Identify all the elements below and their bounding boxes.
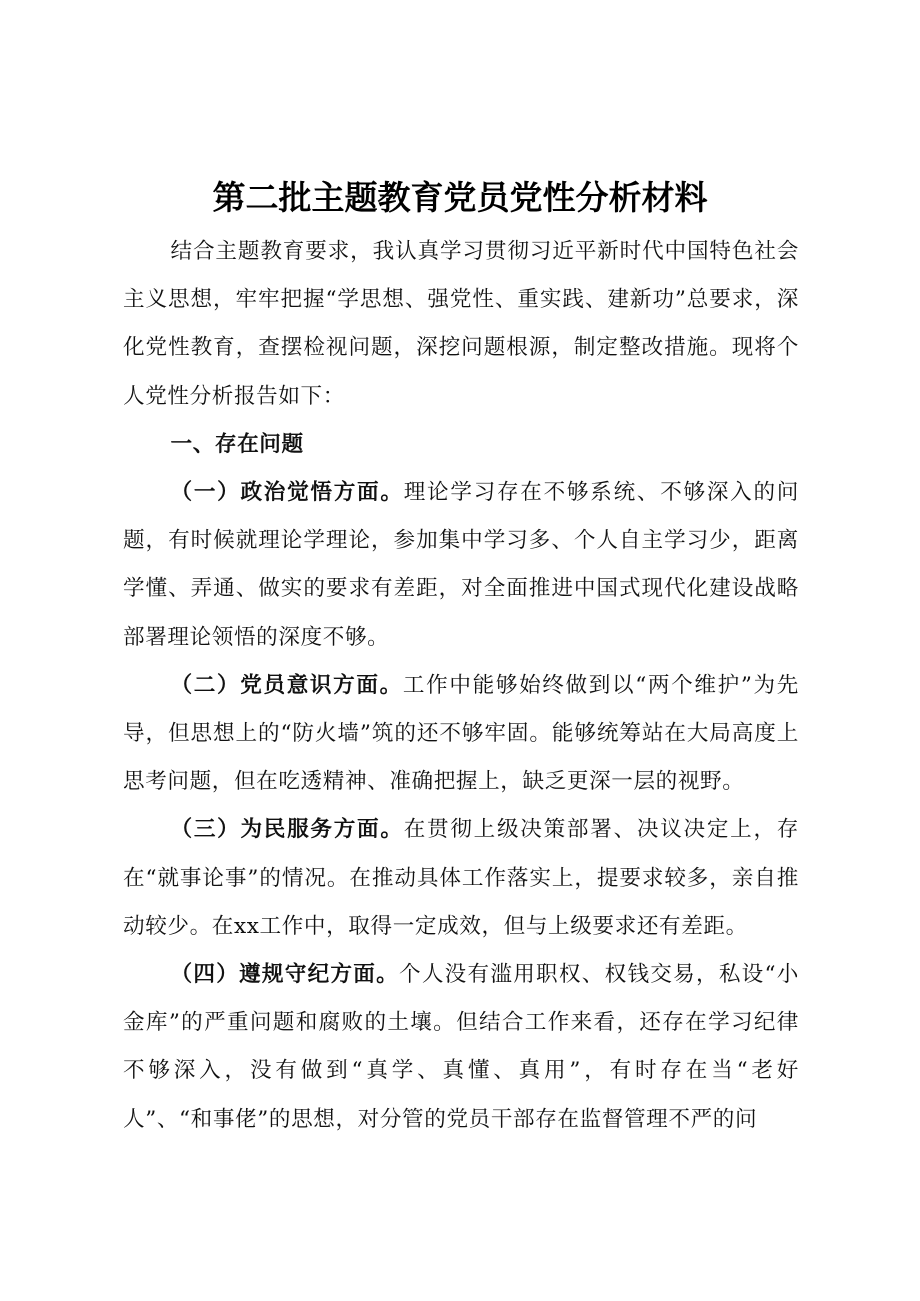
item-lead-discipline: （四）遵规守纪方面。 (170, 962, 399, 988)
document-title: 第二批主题教育党员党性分析材料 (212, 178, 708, 217)
item-lead-party-awareness: （二）党员意识方面。 (170, 672, 403, 698)
item-paragraph-public-service (123, 806, 799, 951)
item-paragraph-political (123, 469, 799, 662)
item-text-public-service: 在贯彻上级决策部署、决议决定上，存在“就事论事”的情况。在推动具体工作落实上，提要求较多，亲自推动较少。在xx工作中，取得一定成效，但与上级要求还有差距。 (123, 817, 799, 939)
item-text-party-awareness: 工作中能够始终做到以“两个维护”为先导，但思想上的“防火墙”筑的还不够牢固。能够统筹站在大局高度上思考问题，但在吃透精神、准确把握上，缺乏更深一层的视野。 (123, 672, 799, 795)
section-heading: 一、存在问题 (170, 431, 304, 457)
item-text-discipline: 个人没有滥用职权、权钱交易，私设“小金库”的严重问题和腐败的土壤。但结合工作来看，还存在学习纪律不够深入，没有做到“真学、真懂、真用”，有时存在当“老好人”、“和事佬”的思想，对分管的党员干部存在监督管理不严的问 (123, 962, 799, 1132)
item-paragraph-discipline (123, 951, 799, 1144)
intro-paragraph: 结合主题教育要求，我认真学习贯彻习近平新时代中国特色社会主义思想，牢牢把握“学思想、强党性、重实践、建新功”总要求，深化党性教育，查摆检视问题，深挖问题根源，制定整改措施。现将个人党性分析报告如下： (123, 239, 799, 409)
item-text-political: 理论学习存在不够系统、不够深入的问题，有时候就理论学理论，参加集中学习多、个人自主学习少，距离学懂、弄通、做实的要求有差距，对全面推进中国式现代化建设战略部署理论领悟的深度不够。 (123, 480, 799, 650)
document-body (123, 228, 799, 1144)
item-lead-public-service: （三）为民服务方面。 (170, 817, 404, 843)
item-lead-political: （一）政治觉悟方面。 (170, 480, 404, 506)
item-paragraph-party-awareness (123, 662, 799, 807)
